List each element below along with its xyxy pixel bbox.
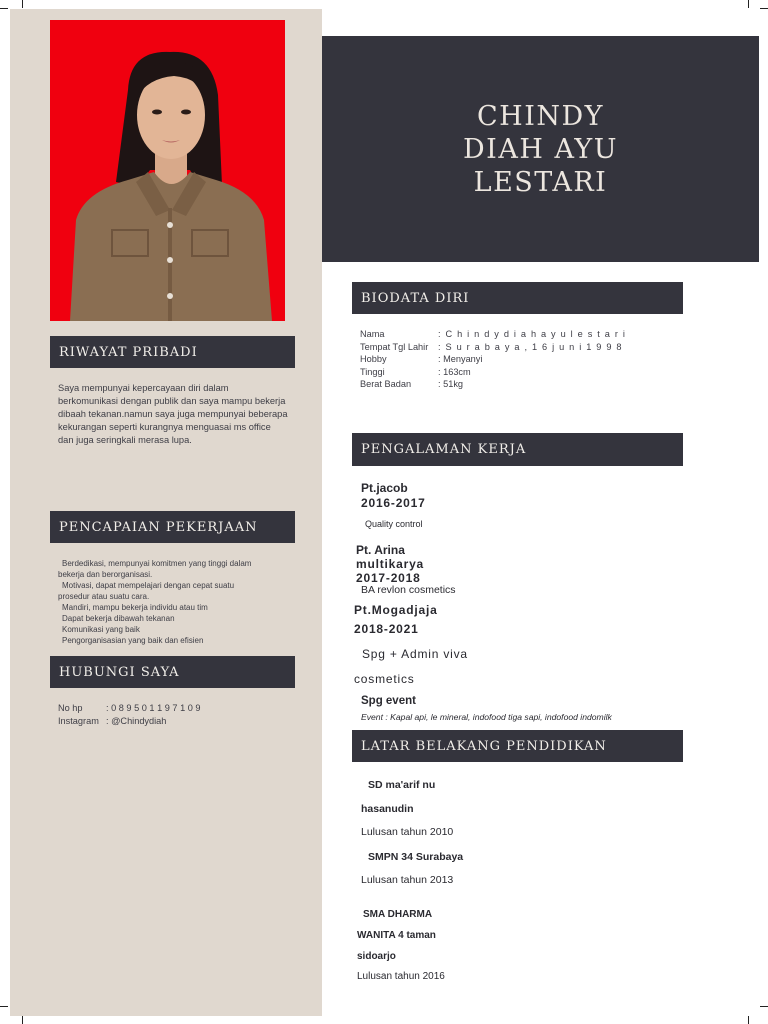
contact-instagram-label: Instagram — [58, 716, 99, 726]
pencapaian-line: Pengorganisasian yang baik dan efisien — [62, 636, 204, 645]
section-header-pengalaman-kerja: PENGALAMAN KERJA — [352, 433, 683, 466]
job-company: Pt.Mogadjaja — [354, 603, 438, 617]
crop-mark — [22, 0, 23, 8]
graduation-year: Lulusan tahun 2013 — [361, 874, 454, 886]
section-header-pencapaian-pekerjaan: PENCAPAIAN PEKERJAAN — [50, 511, 295, 543]
biodata-label: Hobby — [360, 354, 387, 365]
graduation-year: Lulusan tahun 2016 — [357, 971, 445, 982]
contact-phone-label: No hp — [58, 703, 83, 713]
event-title: Spg event — [361, 695, 416, 707]
job-years: 2017-2018 — [356, 571, 421, 585]
pencapaian-line: Komunikasi yang baik — [62, 625, 140, 634]
school-name: hasanudin — [361, 803, 414, 815]
job-role: cosmetics — [354, 672, 415, 686]
event-detail — [361, 712, 612, 722]
school-name: WANITA 4 taman — [357, 930, 436, 941]
biodata-value: : S u r a b a y a , 1 6 j u n i 1 9 9 8 — [438, 341, 623, 352]
biodata-label: Tinggi — [360, 366, 385, 377]
pencapaian-line: bekerja dan berorganisasi. — [58, 570, 153, 579]
biodata-row-hobby — [360, 353, 626, 366]
school-name: sidoarjo — [357, 951, 396, 962]
profile-photo — [50, 20, 285, 321]
biodata-table — [360, 328, 626, 391]
pencapaian-line: prosedur atau suatu cara. — [58, 592, 150, 601]
name-line-2: DIAH AYU — [463, 133, 618, 165]
crop-mark — [760, 1006, 768, 1007]
job-years: 2018-2021 — [354, 622, 419, 636]
crop-mark — [0, 8, 8, 9]
contact-instagram-value: : @Chindydiah — [106, 716, 167, 726]
name-line-3: LESTARI — [473, 166, 608, 198]
name-line-1: CHINDY — [477, 100, 604, 132]
profile-photo-illustration — [50, 20, 285, 321]
job-company: Pt. Arina — [356, 543, 405, 557]
section-header-biodata-diri: BIODATA DIRI — [352, 282, 683, 314]
job-role: Quality control — [365, 519, 423, 529]
biodata-row-tinggi — [360, 366, 626, 379]
biodata-value: : C h i n d y d i a h a y u l e s t a r i — [438, 329, 627, 339]
section-header-hubungi-saya: HUBUNGI SAYA — [50, 656, 295, 688]
pencapaian-line: Mandiri, mampu bekerja individu atau tim — [62, 603, 208, 612]
job-role: BA revlon cosmetics — [361, 584, 456, 596]
biodata-label: Tempat Tgl Lahir — [360, 341, 429, 352]
job-role: Spg + Admin viva — [362, 647, 468, 661]
biodata-row-berat — [360, 378, 626, 391]
graduation-year: Lulusan tahun 2010 — [361, 826, 454, 838]
name-header — [322, 36, 759, 262]
school-name: SD ma'arif nu — [368, 779, 436, 791]
job-years: 2016-2017 — [361, 496, 426, 510]
crop-mark — [22, 1016, 23, 1024]
crop-mark — [748, 1016, 749, 1024]
crop-mark — [760, 8, 768, 9]
contact-phone-value: : 0 8 9 5 0 1 1 9 7 1 0 9 — [106, 703, 201, 713]
crop-mark — [0, 1006, 8, 1007]
crop-mark — [748, 0, 749, 8]
biodata-value: : Menyanyi — [438, 354, 483, 365]
biodata-row-ttl — [360, 341, 626, 354]
event-label: Event — [361, 712, 383, 722]
school-name: SMPN 34 Surabaya — [368, 851, 464, 863]
section-header-riwayat-pribadi: RIWAYAT PRIBADI — [50, 336, 295, 368]
job-company: Pt.jacob — [361, 481, 408, 495]
biodata-label: Berat Badan — [360, 379, 412, 390]
pencapaian-line: Berdedikasi, mempunyai komitmen yang tinggi dalam — [62, 559, 252, 568]
school-name: SMA DHARMA — [363, 909, 433, 920]
section-header-latar-belakang-pendidikan: LATAR BELAKANG PENDIDIKAN — [352, 730, 683, 762]
biodata-row-nama — [360, 328, 626, 341]
biodata-value: : 51kg — [438, 379, 464, 390]
pencapaian-line: Motivasi, dapat mempelajari dengan cepat suatu — [62, 581, 235, 590]
pencapaian-line: Dapat bekerja dibawah tekanan — [62, 614, 175, 623]
job-company: multikarya — [356, 557, 425, 571]
riwayat-pribadi-text: Saya mempunyai kepercayaan diri dalam berkomunikasi dengan publik dan saya mampu bekerja dibaah tekanan.namun saya juga mempunyai beberapa kekurangan seperti kurangnya menguasai ms office dan juga seringkali merasa lupa. — [58, 383, 288, 445]
event-list: : Kapal api, le mineral, indofood tiga sapi, indofood indomilk — [382, 712, 612, 722]
biodata-label: Nama — [360, 329, 385, 339]
biodata-value: : 163cm — [438, 366, 471, 377]
